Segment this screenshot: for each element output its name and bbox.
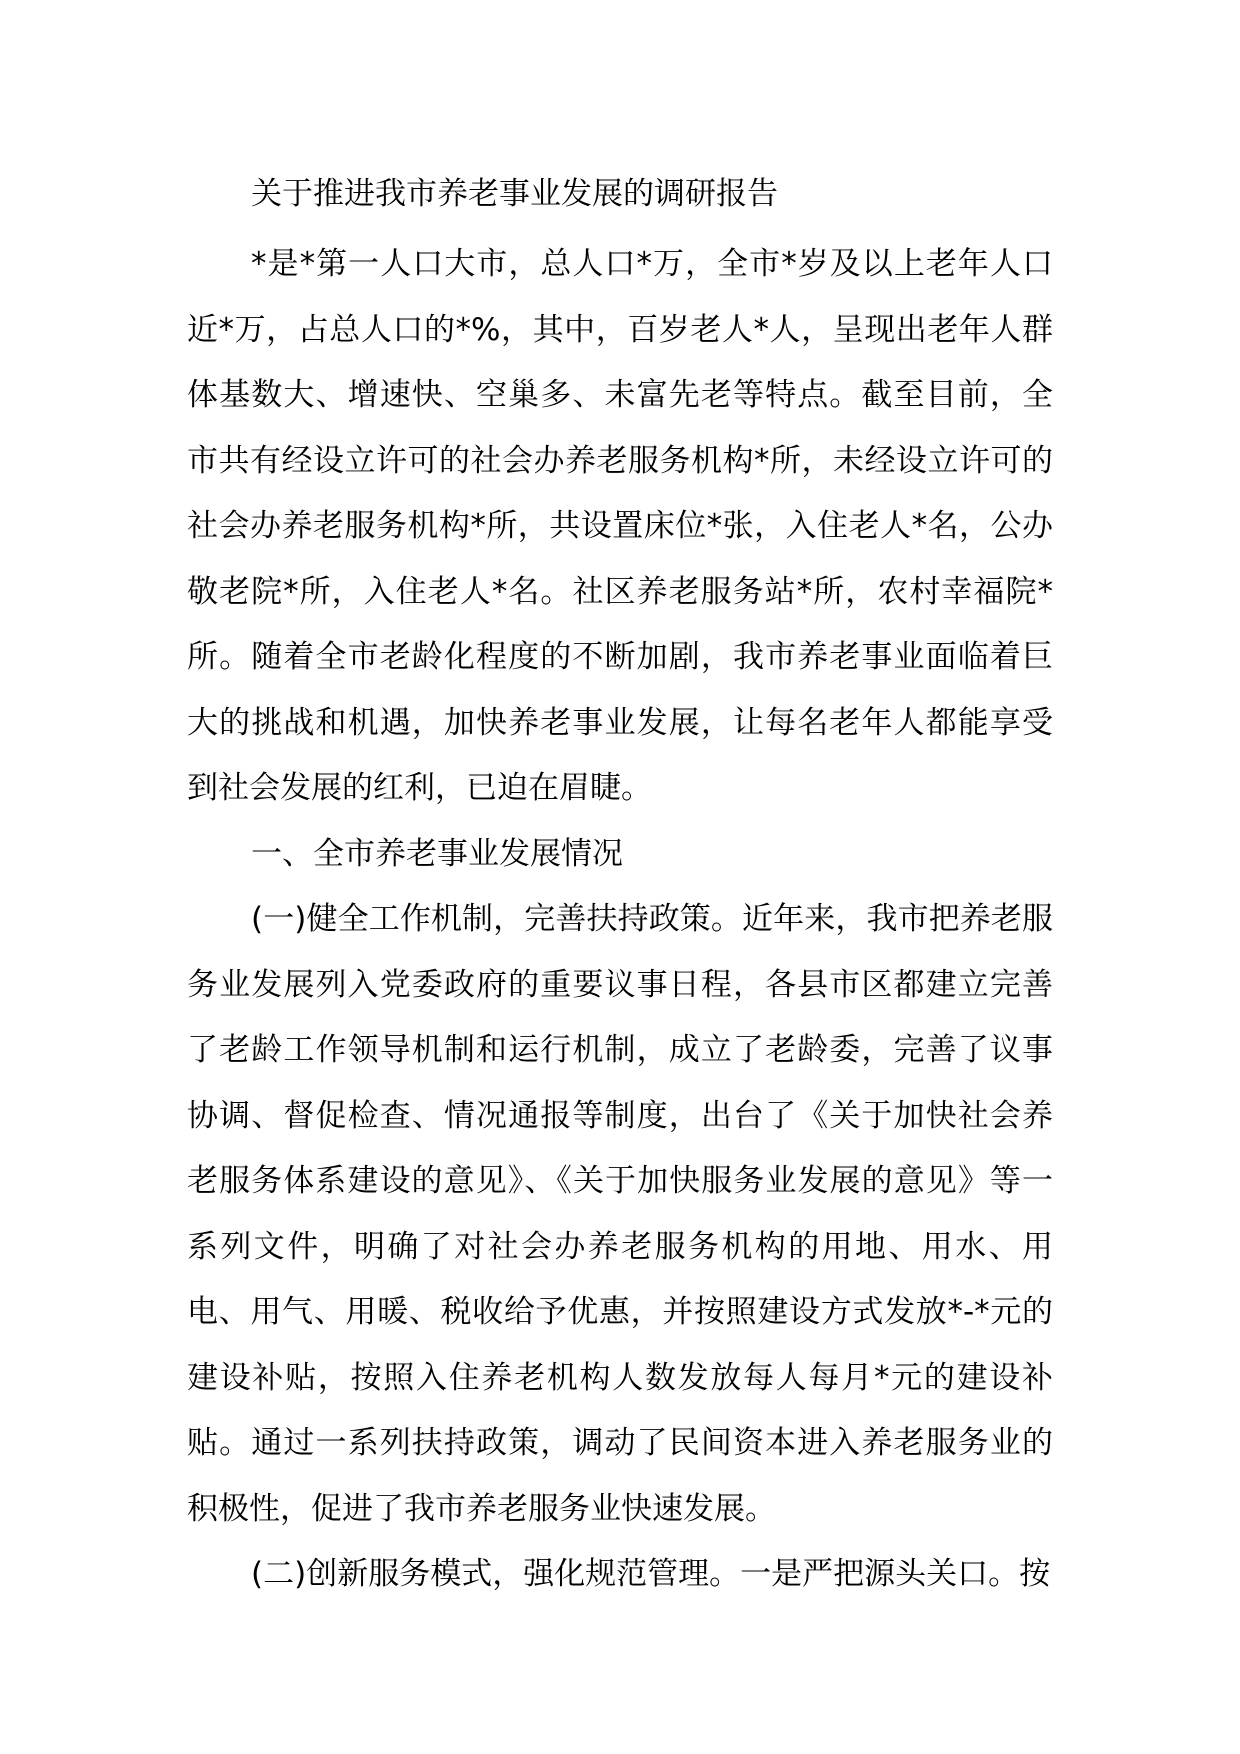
subsection-paragraph-2: (二)创新服务模式，强化规范管理。一是严把源头关口。按 [251,1556,1051,1592]
document-title: 关于推进我市养老事业发展的调研报告 [251,176,778,212]
subsection-paragraph: (一)健全工作机制，完善扶持政策。近年来，我市把养老服务业发展列入党委政府的重要议事日程，各县市区都建立完善了老龄工作领导机制和运行机制，成立了老龄委，完善了议事协调、督促检查、情况通报等制度，出台了《关于加快社会养老服务体系建设的意见》、《关于加快服务业发展的意见》等一系列文件，明确了对社会办养老服务机构的用地、用水、用电、用气、用暖、税收给予优惠，并按照建设方式发放*-*元的建设补贴，按照入住养老机构人数发放每人每月*元的建设补贴。通过一系列扶持政策，调动了民间资本进入养老服务业的积极性，促进了我市养老服务业快速发展。 [187,901,1053,1527]
intro-paragraph: *是*第一人口大市，总人口*万，全市*岁及以上老年人口近*万，占总人口的*%，其中，百岁老人*人，呈现出老年人群体基数大、增速快、空巢多、未富先老等特点。截至目前，全市共有经设立许可的社会办养老服务机构*所，未经设立许可的社会办养老服务机构*所，共设置床位*张，入住老人*名，公办敬老院*所，入住老人*名。社区养老服务站*所，农村幸福院*所。随着全市老龄化程度的不断加剧，我市养老事业面临着巨大的挑战和机遇，加快养老事业发展，让每名老年人都能享受到社会发展的红利，已迫在眉睫。 [187,246,1053,806]
section-heading: 一、全市养老事业发展情况 [251,835,623,872]
document-body [187,168,1053,1608]
